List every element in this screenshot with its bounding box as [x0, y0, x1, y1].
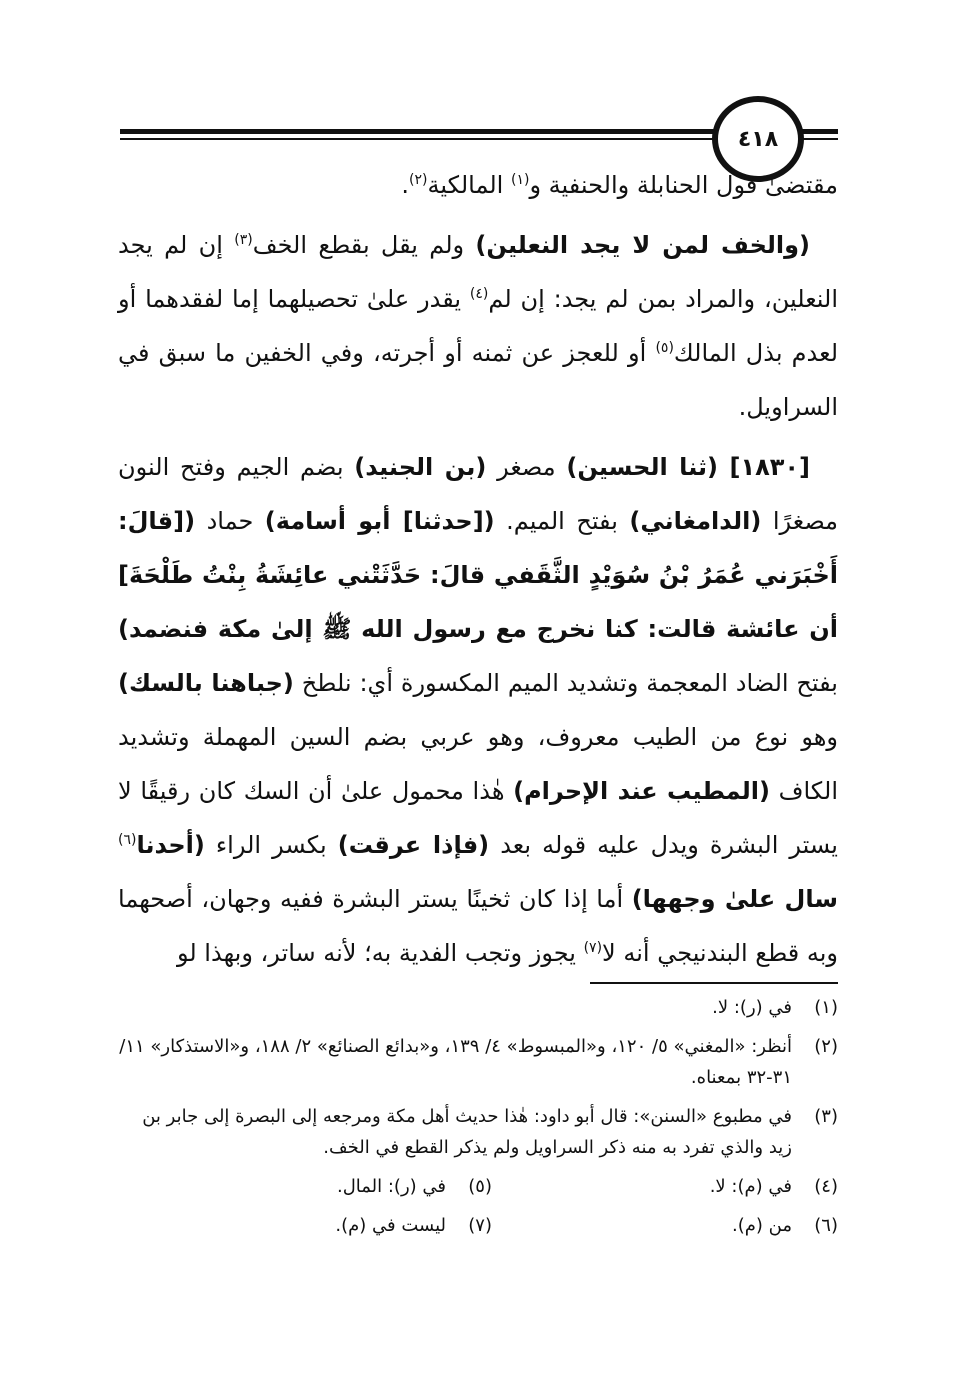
footnote-number: (٦) [814, 1215, 838, 1236]
paragraph [118, 440, 838, 980]
footnote-text: ليست في (م). [335, 1215, 446, 1236]
footnote-ref: (٧) [583, 940, 603, 956]
footnote-number: (٣) [814, 1106, 838, 1127]
footnote-ref: (٣) [234, 232, 253, 248]
footnote-3 [118, 1101, 838, 1163]
text-run: وهو نوع من الطيب معروف، وهو عربي بضم السين المهملة وتشديد الكاف [118, 723, 838, 805]
text-run: بفتح الضاد المعجمة وتشديد الميم المكسورة أي: نلطخ [293, 669, 838, 697]
footnote-separator [590, 982, 838, 984]
text-run: أما إذا كان ثخينًا يستر البشرة ففيه وجهان، أصحهما وبه قطع البندنيجي أنه لا [118, 885, 838, 967]
footnote-7 [146, 1210, 492, 1241]
footnote-text: أنظر: «المغني» ٥/ ١٢٠، و«المبسوط» ٤/ ١٣٩، و«بدائع الصنائع» ٢/ ١٨٨، و«الاستذكار» ١١/ ٣١-٣٢ بمعناه. [119, 1036, 792, 1088]
text-run: المالكية [427, 171, 511, 199]
bold-run: [١٨٣٠] [717, 453, 810, 481]
text-run: حماد [195, 507, 265, 535]
bold-run: (المطيب عند الإحرام) [513, 777, 770, 805]
paragraph [118, 218, 838, 434]
footnote-text: في (م): لا. [709, 1176, 792, 1197]
footnote-number: (١) [814, 997, 838, 1018]
text-run: بفتح الميم. [494, 507, 630, 535]
footnote-text: في (ر): لا. [712, 997, 792, 1018]
bold-run: (أحدنا [136, 831, 205, 859]
footnote-ref: (٤) [469, 286, 489, 302]
text-run: ولم يقل بقطع الخف [252, 231, 476, 259]
footnote-row [118, 1210, 838, 1241]
bold-run: (ثنا الحسين) [566, 453, 718, 481]
text-run: . [401, 171, 410, 199]
footnote-ref: (٢) [409, 172, 428, 188]
text-run: مصغر [486, 453, 567, 481]
text-run: إن لم يجد النعلين، والمراد بمن لم يجد: إن لم [118, 231, 838, 313]
footnote-row [118, 1171, 838, 1202]
bold-run: (فإذا عرقت) [337, 831, 490, 859]
text-run: يقدر علىٰ تحصيلهما إما لفقدهما أو لعدم بذل المالك [118, 285, 839, 367]
paragraph [118, 158, 838, 212]
footnote-number: (٧) [468, 1215, 492, 1236]
text-run: بضم الجيم وفتح النون مصغرًا [118, 453, 839, 535]
bold-run: (بن الجنيد) [354, 453, 487, 481]
text-run: هٰذا محمول علىٰ أن السك كان رقيقًا لا يستر البشرة ويدل عليه قوله بعد [118, 777, 838, 859]
footnote-4 [492, 1171, 838, 1202]
footnote-6 [492, 1210, 838, 1241]
footnote-text: في (ر): المال. [336, 1176, 446, 1197]
text-run: بكسر الراء [204, 831, 338, 859]
page-number: ٤١٨ [712, 96, 804, 182]
text-run: يجوز وتجب الفدية به؛ لأنه ساتر، وبهذا لو [176, 939, 584, 967]
footnote-text: في مطبوع «السنن»: قال أبو داود: هٰذا حديث أهل مكة ومرجعه إلى البصرة إلى جابر بن زيد والذي تفرد به منه ذكر السراويل ولم يذكر القطع في الخف. [142, 1106, 792, 1158]
footnote-number: (٥) [468, 1176, 492, 1197]
footnote-text: من (م). [732, 1215, 792, 1236]
main-text [118, 158, 838, 980]
footnote-number: (٤) [814, 1176, 838, 1197]
footnote-number: (٢) [814, 1036, 838, 1057]
bold-run: سال علىٰ وجهها) [631, 885, 838, 913]
bold-run: (الدامغاني) [629, 507, 762, 535]
bold-run: ([حدثنا] أبو أسامة) [264, 507, 495, 535]
footnote-ref: (٦) [118, 832, 137, 848]
footnote-5 [146, 1171, 492, 1202]
footnote-1 [118, 992, 838, 1023]
bold-run: (جباهنا بالسك) [118, 669, 294, 697]
footnotes [118, 992, 838, 1249]
footnote-2 [118, 1031, 838, 1093]
bold-run: ([قالَ: أَخْبَرَني عُمَرُ بْنُ سُوَيْدٍ الثَّقَفي قالَ: حَدَّثَتْني عائِشَةُ بِنْتُ طَلْحَةَ] أن عائشة قالت: كنا نخرج مع رسول الله ﷺ إلىٰ مكة فنضمد) [118, 507, 838, 643]
footnote-ref: (٥) [655, 340, 674, 356]
text-run: أو للعجز عن ثمنه أو أجرته، وفي الخفين ما سبق في السراويل. [118, 339, 838, 421]
footnote-ref: (١) [510, 172, 530, 188]
text-run: مقتضىٰ قول الحنابلة والحنفية و [529, 171, 838, 199]
bold-run: (والخف لمن لا يجد النعلين) [475, 231, 810, 259]
